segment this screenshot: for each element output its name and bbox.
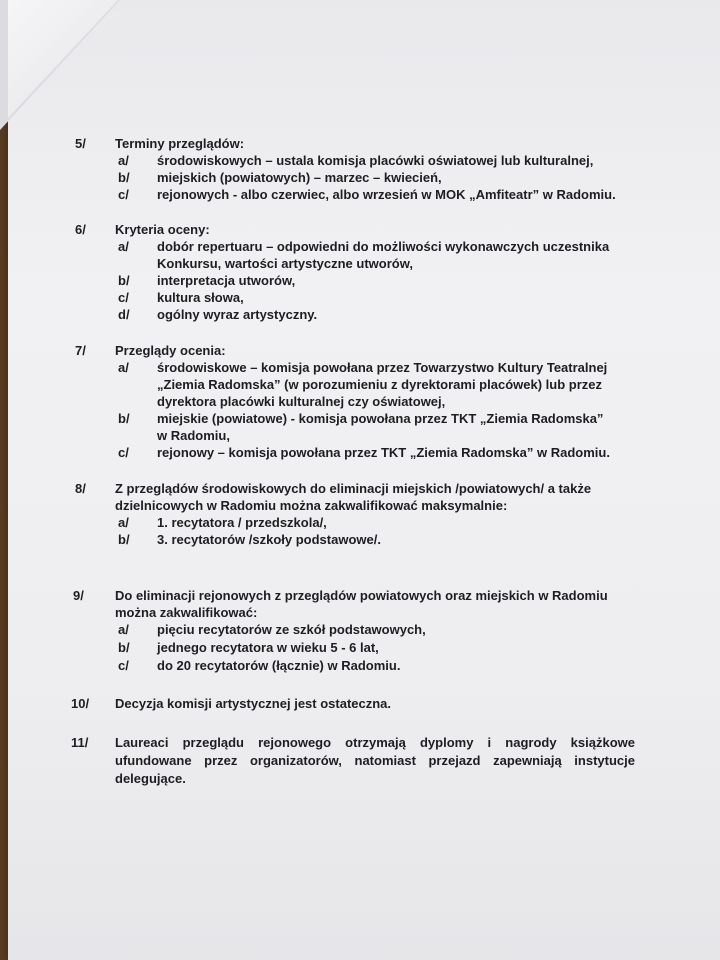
item-text: interpretacja utworów,	[157, 273, 296, 288]
item-text: dobór repertuaru – odpowiedni do możliwości wykonawczych uczestnika	[157, 239, 610, 254]
section-number-7: 7/	[75, 343, 86, 358]
item-text: 1. recytatora / przedszkola/,	[157, 515, 327, 530]
item-label: a/	[118, 239, 129, 254]
section-10-line: Decyzja komisji artystycznej jest ostateczna.	[115, 696, 392, 711]
section-number-8: 8/	[75, 481, 86, 496]
section-8-line: Z przeglądów środowiskowych do eliminacji miejskich /powiatowych/ a także	[115, 481, 592, 496]
item-label: b/	[118, 411, 130, 426]
item-text: kultura słowa,	[157, 290, 244, 305]
section-9-line: Do eliminacji rejonowych z przeglądów powiatowych oraz miejskich w Radomiu	[115, 588, 608, 603]
section-8-line: dzielnicowych w Radomiu można zakwalifikować maksymalnie:	[115, 498, 508, 513]
item-text: ogólny wyraz artystyczny.	[157, 307, 318, 322]
item-text: miejskie (powiatowe) - komisja powołana przez TKT „Ziemia Radomska”	[157, 411, 604, 426]
section-number-6: 6/	[75, 222, 86, 237]
section-number-10: 10/	[71, 696, 90, 711]
item-label: b/	[118, 170, 130, 185]
item-label: a/	[118, 153, 129, 168]
item-label: d/	[118, 307, 130, 322]
section-11-line: ufundowane przez organizatorów, natomiast przejazd zapewniają instytucje	[115, 753, 635, 768]
section-number-11: 11/	[71, 735, 89, 750]
item-label: a/	[118, 622, 129, 637]
item-text: środowiskowych – ustala komisja placówki oświatowej lub kulturalnej,	[157, 153, 594, 168]
item-label: a/	[118, 515, 129, 530]
item-text: środowiskowe – komisja powołana przez Towarzystwo Kultury Teatralnej	[157, 360, 608, 375]
item-continuation: Konkursu, wartości artystyczne utworów,	[157, 256, 413, 271]
item-continuation: w Radomiu,	[157, 428, 230, 443]
section-6-title: Kryteria oceny:	[115, 222, 210, 237]
item-label: c/	[118, 445, 129, 460]
item-text: jednego recytatora w wieku 5 - 6 lat,	[157, 640, 379, 655]
item-text: rejonowych - albo czerwiec, albo wrzesień w MOK „Amfiteatr” w Radomiu.	[157, 187, 616, 202]
item-text: miejskich (powiatowych) – marzec – kwiecień,	[157, 170, 442, 185]
item-continuation: „Ziemia Radomska” (w porozumieniu z dyrektorami placówek) lub przez	[157, 377, 602, 392]
item-continuation: dyrektora placówki kulturalnej czy oświatowej,	[157, 394, 446, 409]
section-11-line: delegujące.	[115, 771, 186, 786]
item-label: c/	[118, 658, 129, 673]
item-text: rejonowy – komisja powołana przez TKT „Ziemia Radomska” w Radomiu.	[157, 445, 610, 460]
section-7-title: Przeglądy ocenia:	[115, 343, 226, 358]
section-number-5: 5/	[75, 136, 86, 151]
item-text: 3. recytatorów /szkoły podstawowe/.	[157, 532, 381, 547]
item-label: c/	[118, 187, 129, 202]
section-number-9: 9/	[73, 588, 84, 603]
item-label: b/	[118, 532, 130, 547]
section-5-title: Terminy przeglądów:	[115, 136, 245, 151]
item-text: pięciu recytatorów ze szkół podstawowych,	[157, 622, 426, 637]
item-text: do 20 recytatorów (łącznie) w Radomiu.	[157, 658, 401, 673]
section-11-line: Laureaci przeglądu rejonowego otrzymają dyplomy i nagrody książkowe	[115, 735, 635, 750]
item-label: c/	[118, 290, 129, 305]
section-9-line: można zakwalifikować:	[115, 605, 258, 620]
item-label: a/	[118, 360, 129, 375]
item-label: b/	[118, 640, 130, 655]
item-label: b/	[118, 273, 130, 288]
